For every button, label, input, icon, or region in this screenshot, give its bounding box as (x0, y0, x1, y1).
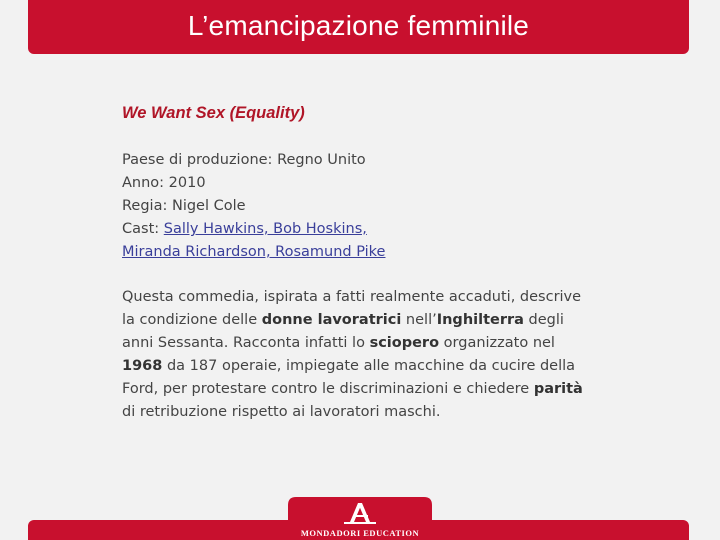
country-label: Paese di produzione: (122, 152, 273, 168)
country-row (122, 149, 602, 172)
desc-text-5: da 187 operaie, impiegate alle macchine da cucire della Ford, per protestare contro le discriminazioni e chiedere (122, 358, 576, 397)
year-row (122, 172, 602, 195)
desc-text-1: Questa commedia, ispirata a fatti realmente accaduti, descrive la condizione delle (122, 289, 582, 328)
desc-text-4: organizzato nel (439, 335, 555, 351)
year-label: Anno: (122, 175, 165, 191)
desc-text-2: nell’ (401, 312, 437, 328)
cast-row-2 (122, 241, 602, 264)
slide-title: L’emancipazione femminile (187, 10, 530, 41)
desc-bold-2: Inghilterra (436, 312, 524, 328)
cast-row (122, 218, 602, 241)
logo-text: MONDADORI EDUCATION (300, 528, 420, 538)
desc-bold-3: sciopero (369, 335, 440, 351)
title-bar (28, 0, 689, 54)
desc-bold-5: parità (533, 381, 583, 397)
slide-content (122, 104, 602, 424)
cast-label: Cast: (122, 221, 160, 237)
desc-bold-1: donne lavoratrici (261, 312, 402, 328)
film-description (122, 286, 598, 424)
year-value: 2010 (168, 175, 206, 191)
cast-link-line1[interactable]: Sally Hawkins, Bob Hoskins, (163, 221, 367, 237)
film-details (122, 149, 602, 264)
film-title: We Want Sex (Equality) (122, 104, 305, 122)
desc-bold-4: 1968 (122, 358, 163, 374)
desc-text-3: degli anni Sessanta. Racconta infatti lo (122, 312, 564, 351)
director-value: Nigel Cole (171, 198, 246, 214)
country-value: Regno Unito (277, 152, 366, 168)
director-label: Regia: (122, 198, 168, 214)
desc-text-6: di retribuzione rispetto ai lavoratori maschi. (122, 404, 441, 420)
cast-link-line2[interactable]: Miranda Richardson, Rosamund Pike (122, 244, 386, 260)
director-row (122, 195, 602, 218)
mondadori-education-logo (288, 497, 432, 540)
